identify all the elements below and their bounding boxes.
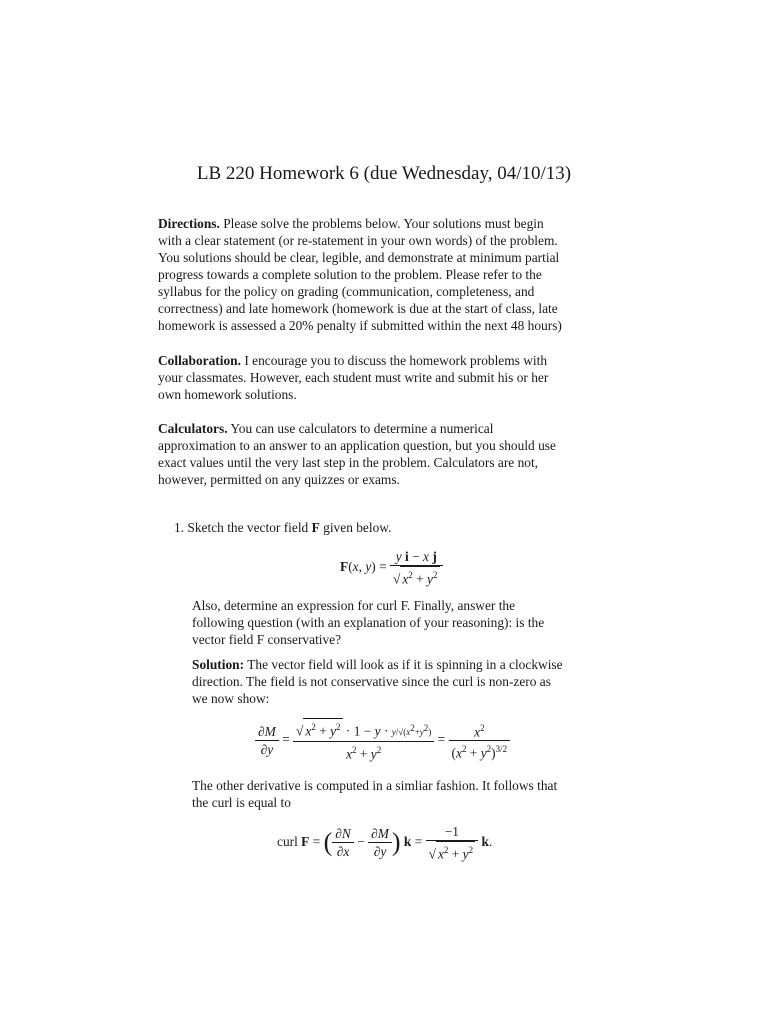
partial-derivative-equation: $\frac{\partial M}{\partial y}$ = $\frac{√ x^2 + y^2 \cdot 1 - y \cdot y/√(x^2+y^2)}{x^2 + y^2}$ = $\frac{x^2}{(x^2 + y^2)^{3/2}}$ [255,718,510,763]
calculators-label: Calculators. [158,421,228,436]
collaboration-paragraph [158,352,613,403]
directions-line: homework is assessed a 20% penalty if submitted within the next 48 hours) [158,318,562,333]
collaboration-line: I encourage you to discuss the homework problems with [244,353,548,368]
problem-intro-bold: F [311,520,320,535]
also-line: following question (with an explanation of your reasoning): is the [192,615,545,630]
solution-label: Solution: [192,657,245,672]
directions-line: Please solve the problems below. Your solutions must begin [223,216,544,231]
collaboration-line: your classmates. However, each student must write and submit his or her [158,370,549,385]
page-title: LB 220 Homework 6 (due Wednesday, 04/10/13) [196,163,572,184]
collaboration-label: Collaboration. [158,353,241,368]
problem-intro: Sketch the vector field [187,520,312,535]
solution-line: The vector field will look as if it is spinning in a clockwise [247,657,563,672]
directions-label: Directions. [158,216,220,231]
calculators-line: exact values until the very last step in the problem. Calculators are not, [158,455,539,470]
problem-1-statement [174,519,391,536]
calculators-line: approximation to an answer to an application question, but you should use [158,438,556,453]
solution-paragraph [192,656,612,707]
directions-line: syllabus for the policy on grading (communication, completeness, and [158,284,535,299]
directions-line: You solutions should be clear, legible, and demonstrate at minimum partial [158,250,560,265]
directions-line: with a clear statement (or re-statement in your own words) of the problem. [158,233,558,248]
directions-line: correctness) and late homework (homework is due at the start of class, late [158,301,558,316]
calculators-line: You can use calculators to determine a numerical [230,421,494,436]
problem-intro-end: given below. [319,520,392,535]
other-line: the curl is equal to [192,795,291,810]
curl-equation: curl F = ( $\frac{\partial N}{\partial x}$ − $\frac{\partial M}{\partial y}$ ) k = $\frac{-1}{√ x^2 + y^2}$ k. [277,824,493,862]
vector-field-equation: F(x, y) = $\frac{\text{y i − x j}}{√ x^2 + y^2}$ [340,548,443,587]
other-derivative-paragraph [192,777,612,811]
solution-line: we now show: [192,691,270,706]
problem-number: 1. [174,520,185,535]
calculators-line: however, permitted on any quizzes or exams. [158,472,400,487]
solution-line: direction. The field is not conservative since the curl is non-zero as [192,674,551,689]
collaboration-line: own homework solutions. [158,387,297,402]
problem-1-also [192,597,612,648]
other-line: The other derivative is computed in a simliar fashion. It follows that [192,778,558,793]
directions-line: progress towards a complete solution to the problem. Please refer to the [158,267,542,282]
directions-paragraph [158,215,613,334]
also-line: vector field F conservative? [192,632,342,647]
calculators-paragraph [158,420,613,488]
also-line: Also, determine an expression for curl F. Finally, answer the [192,598,516,613]
